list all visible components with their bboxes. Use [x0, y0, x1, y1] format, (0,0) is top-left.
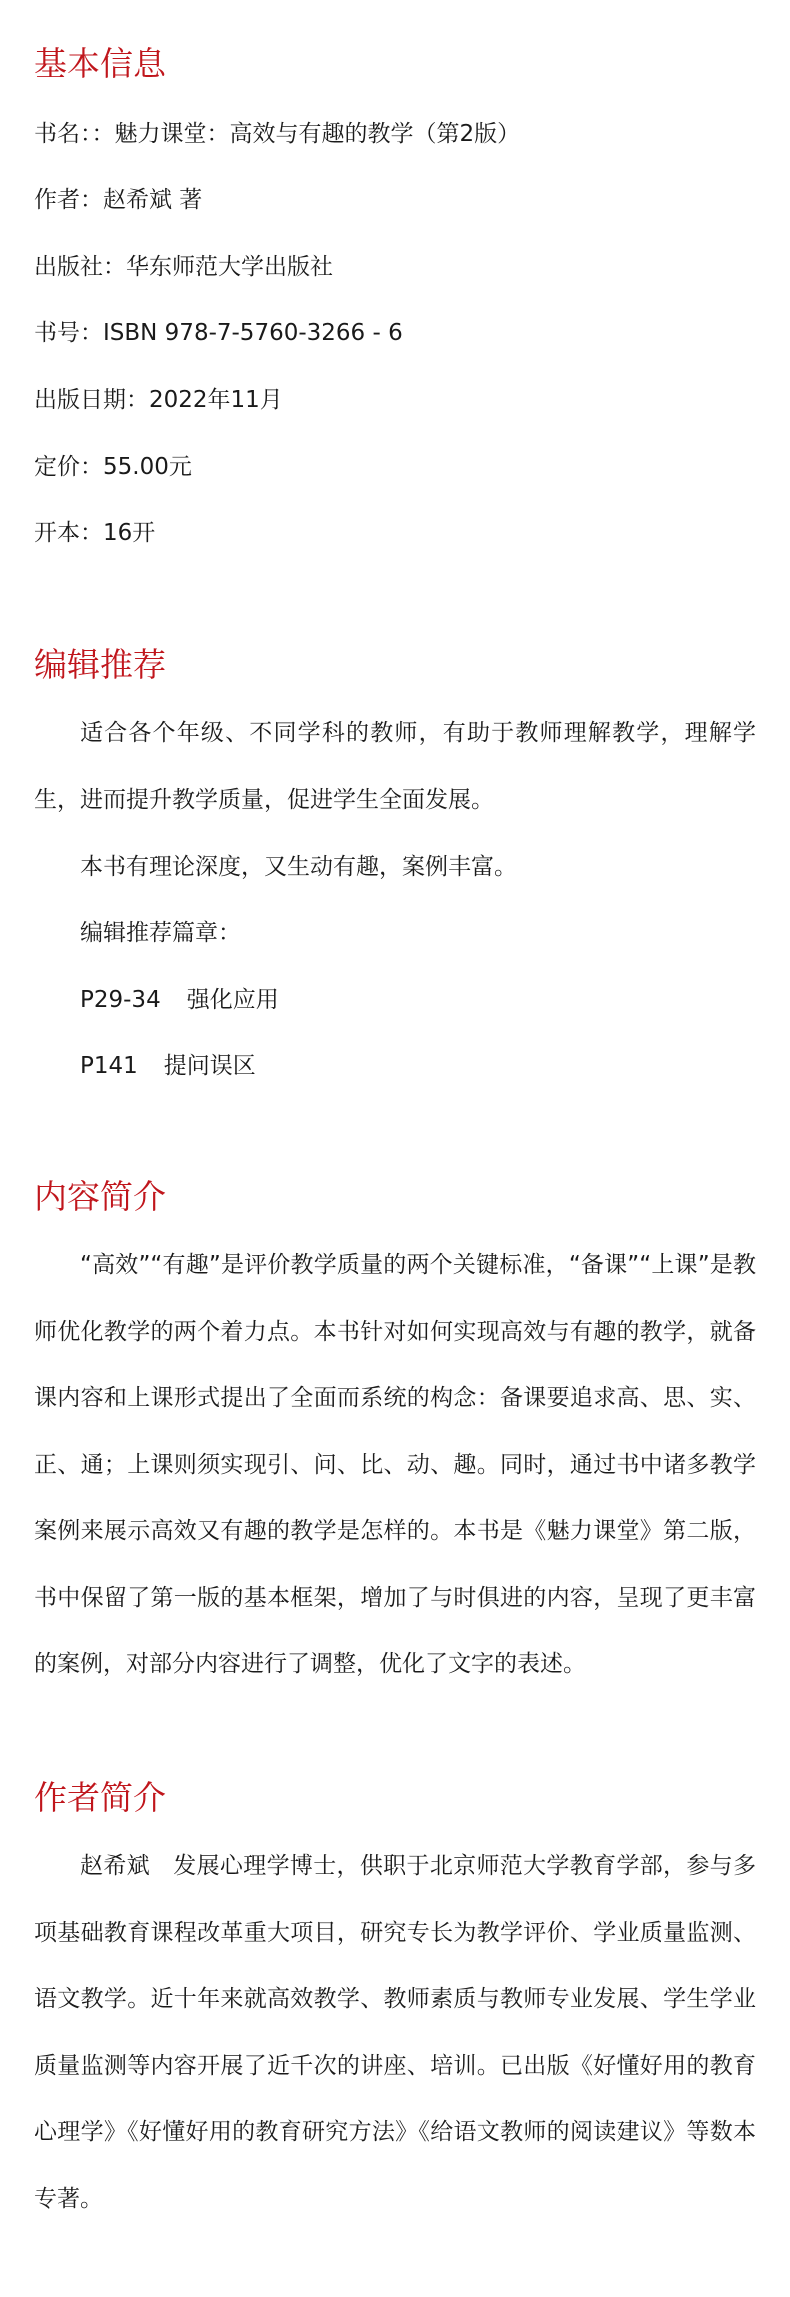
editor-recommend-note: 本书有理论深度，又生动有趣，案例丰富。	[80, 854, 517, 880]
isbn-line: 书号：ISBN 978-7-5760-3266 - 6	[34, 320, 403, 346]
publisher-line: 出版社：华东师范大学出版社	[34, 254, 333, 280]
book-title-line: 书名：：魅力课堂：高效与有趣的教学（第2版）	[34, 121, 521, 147]
pub-date-line: 出版日期：2022年11月	[34, 387, 283, 413]
chapter-title: 提问误区	[163, 1053, 256, 1079]
recommended-chapter-item	[80, 984, 279, 1016]
chapter-page: P141	[80, 1053, 138, 1079]
format-line: 开本：16开	[34, 520, 156, 546]
content-intro-paragraph: “高效”“有趣”是评价教学质量的两个关键标准，“备课”“上课”是教师优化教学的两个着力点。本书针对如何实现高效与有趣的教学，就备课内容和上课形式提出了全面而系统的构念：备课要追求高、思、实、正、通；上课则须实现引、问、比、动、趣。同时，通过书中诸多教学案例来展示高效又有趣的教学是怎样的。本书是《魅力课堂》第二版，书中保留了第一版的基本框架，增加了与时俱进的内容，呈现了更丰富的案例，对部分内容进行了调整，优化了文字的表述。	[34, 1252, 756, 1677]
recommended-chapters-title: 编辑推荐篇章：	[80, 920, 241, 946]
author-intro-heading: 作者简介	[34, 1778, 166, 1817]
editor-recommend-heading: 编辑推荐	[34, 645, 166, 684]
content-intro-heading: 内容简介	[34, 1177, 166, 1216]
author-line: 作者：赵希斌 著	[34, 187, 203, 213]
editor-recommend-paragraph: 适合各个年级、不同学科的教师，有助于教师理解教学，理解学生，进而提升教学质量，促进学生全面发展。	[34, 720, 756, 813]
chapter-title: 强化应用	[186, 987, 279, 1013]
recommended-chapter-item	[80, 1050, 256, 1082]
chapter-page: P29-34	[80, 987, 161, 1013]
basic-info-heading: 基本信息	[34, 44, 166, 83]
author-intro-paragraph: 赵希斌 发展心理学博士，供职于北京师范大学教育学部，参与多项基础教育课程改革重大项目，研究专长为教学评价、学业质量监测、语文教学。近十年来就高效教学、教师素质与教师专业发展、学生学业质量监测等内容开展了近千次的讲座、培训。已出版《好懂好用的教育心理学》《好懂好用的教育研究方法》《给语文教师的阅读建议》等数本专著。	[34, 1853, 756, 2212]
price-line: 定价：55.00元	[34, 454, 192, 480]
